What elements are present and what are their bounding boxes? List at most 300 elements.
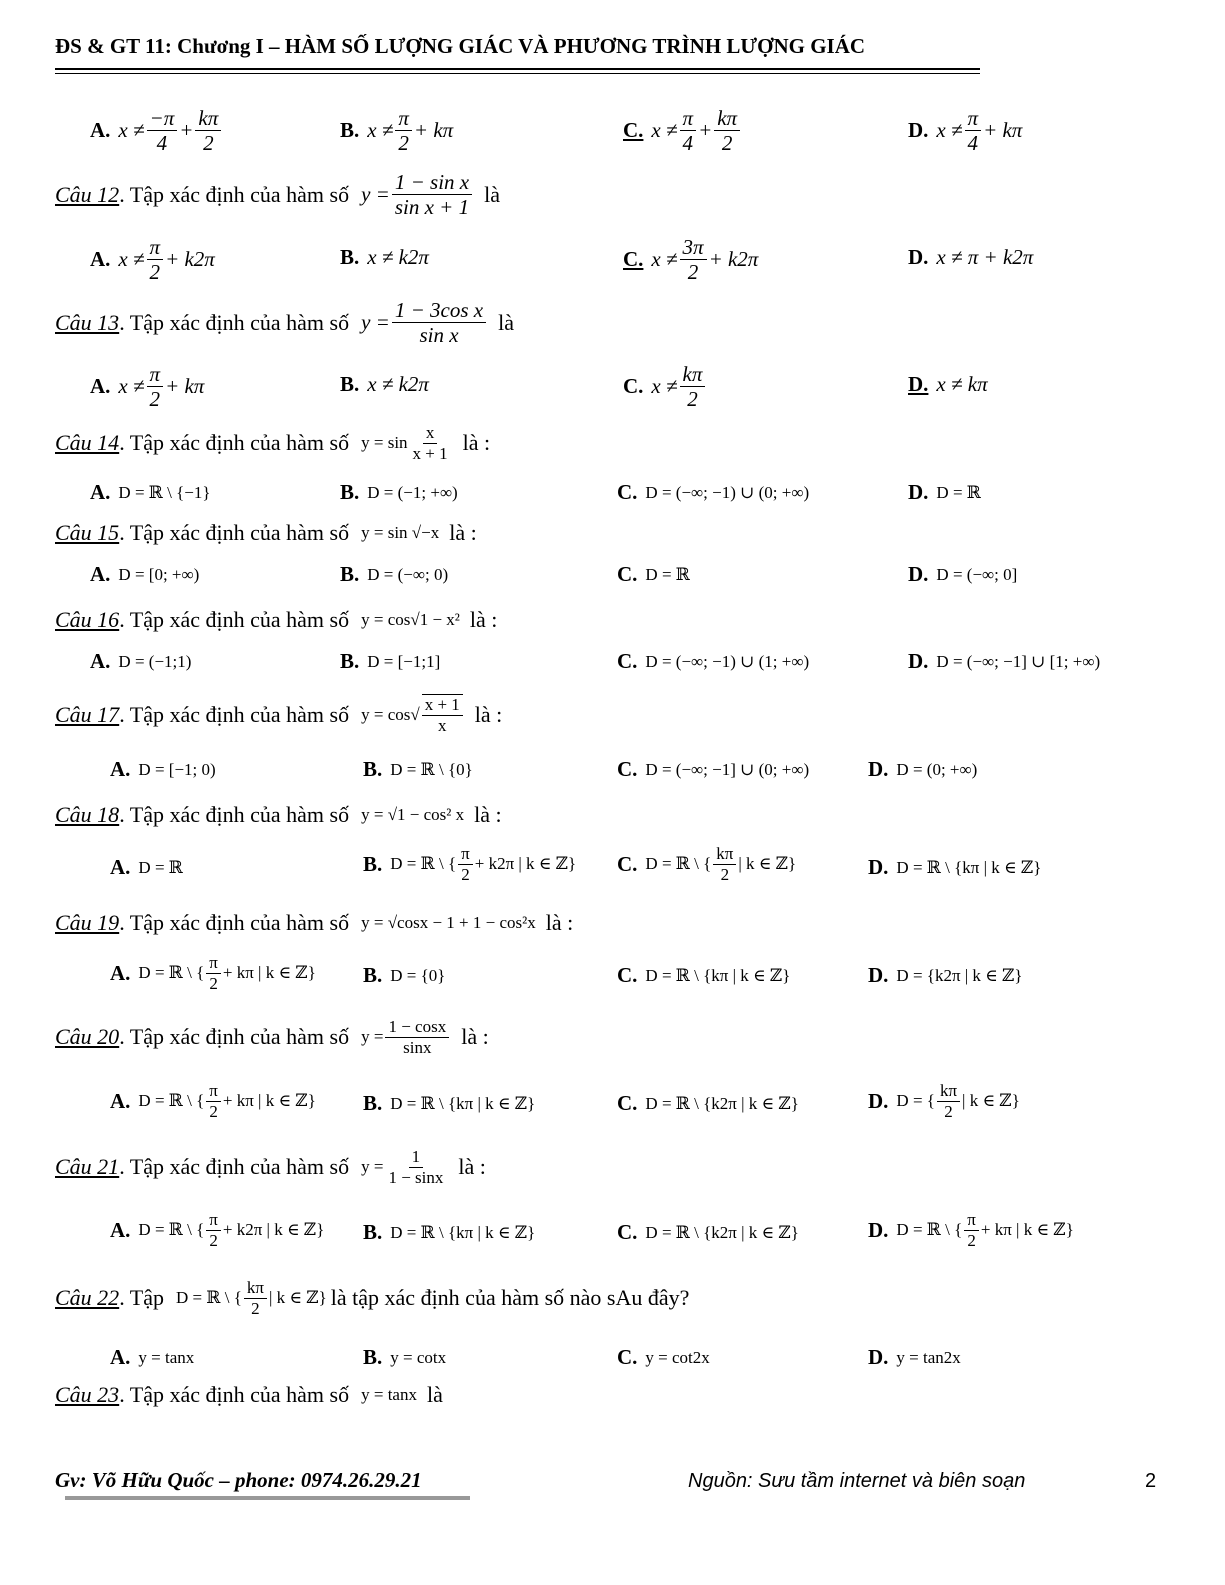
text-q16-c-label: C. xyxy=(617,649,638,673)
text-q11-a-lhs: x ≠ xyxy=(118,118,145,143)
text-q23-text: . Tập xác định của hàm số xyxy=(119,1382,350,1407)
text-q11-c-label: C. xyxy=(623,118,644,143)
page-header-title: ĐS & GT 11: Chương I – HÀM SỐ LƯỢNG GIÁC VÀ PHƯƠNG TRÌNH LƯỢNG GIÁC xyxy=(55,34,866,58)
text-q17-den: x xyxy=(438,715,447,735)
text-q11-c-d1: 4 xyxy=(682,131,694,156)
text-q15-label: Câu 15 xyxy=(55,520,120,545)
text-q11-d-lhs: x ≠ xyxy=(936,118,963,143)
text-q19-a-d1: 2 xyxy=(209,973,218,993)
text-q21-a-d1: 2 xyxy=(209,1230,218,1250)
text-q17-a-expr: D = [−1; 0) xyxy=(138,759,216,779)
text-q22-b-expr: y = cotx xyxy=(390,1347,447,1367)
text-q19-b-expr: D = {0} xyxy=(390,965,446,985)
math-part xyxy=(361,913,536,933)
q12-option-d[interactable] xyxy=(908,245,1033,270)
q19-option-c[interactable] xyxy=(617,963,790,988)
text-q17-label: Câu 17 xyxy=(55,701,120,727)
text-q23-label: Câu 23 xyxy=(55,1382,120,1407)
text-q12-c-d1: 2 xyxy=(687,260,699,285)
text-q11-a-d2: 2 xyxy=(203,131,214,156)
math-part xyxy=(965,106,982,155)
q11-option-a[interactable] xyxy=(90,106,223,155)
math-part xyxy=(392,298,486,347)
text-q13-a-lhs: x ≠ xyxy=(118,374,145,399)
text-q20-tail: là : xyxy=(461,1024,489,1050)
text-q14-c-label: C. xyxy=(617,480,638,504)
question-13 xyxy=(55,298,514,347)
text-q15-c-expr: D = ℝ xyxy=(645,564,690,584)
text-q22-tail: là tập xác định của hàm số nào sAu đây? xyxy=(330,1285,690,1311)
text-q13-a-n1: π xyxy=(147,362,164,387)
text-q22-text: . Tập xyxy=(119,1285,164,1311)
text-q20-text: . Tập xác định của hàm số xyxy=(119,1024,350,1050)
text-q15-text: . Tập xác định của hàm số xyxy=(119,520,350,545)
text-q12-c-label: C. xyxy=(623,247,644,272)
q11-option-c[interactable] xyxy=(623,106,742,155)
text-q14-b-label: B. xyxy=(340,480,360,504)
text-q11-c-d2: 2 xyxy=(721,131,733,156)
q16-option-d[interactable] xyxy=(908,649,1100,674)
q20-option-b[interactable] xyxy=(363,1091,535,1116)
text-q16-d-expr: D = (−∞; −1] ∪ [1; +∞) xyxy=(936,651,1101,671)
q18-option-b[interactable] xyxy=(363,844,576,884)
text-q20-a-pre: D = ℝ \ { xyxy=(138,1091,205,1111)
text-q15-a-expr: D = [0; +∞) xyxy=(118,564,200,584)
text-q14-a-label: A. xyxy=(90,480,111,504)
question-number: Câu 12 xyxy=(55,181,120,207)
text-q11-b-n1: π xyxy=(395,106,412,131)
text-q12-tail: là xyxy=(484,181,500,207)
text-q13-text: . Tập xác định của hàm số xyxy=(119,309,350,335)
text-q14-d-expr: D = ℝ xyxy=(936,482,981,502)
text-q13-c-lhs: x ≠ xyxy=(651,374,678,399)
q17-option-b[interactable] xyxy=(363,757,473,782)
text-q18-b-pre: D = ℝ \ { xyxy=(390,854,457,874)
text-q14-a-expr: D = ℝ \ {−1} xyxy=(118,482,211,502)
question-15 xyxy=(55,520,477,546)
text-q22-post: | k ∈ ℤ} xyxy=(268,1288,327,1308)
q15-option-c[interactable] xyxy=(617,562,690,587)
math-part xyxy=(361,1385,417,1405)
text-q15-tail: là : xyxy=(449,520,477,545)
text-q18-label: Câu 18 xyxy=(55,802,120,827)
text-q12-d-label: D. xyxy=(908,245,929,269)
text-q23-formula: y = tanx xyxy=(361,1385,417,1404)
text-q21-d-n1: π xyxy=(964,1210,979,1231)
text-q16-formula: y = cos√1 − x² xyxy=(361,610,460,629)
q14-option-d[interactable] xyxy=(908,480,981,505)
text-q13-label: Câu 13 xyxy=(55,309,120,335)
q20-option-a[interactable] xyxy=(110,1081,316,1121)
text-q14-d-label: D. xyxy=(908,480,929,504)
text-q12-a-rest: + k2π xyxy=(165,247,215,272)
q18-option-a[interactable] xyxy=(110,855,183,880)
text-q20-d-label: D. xyxy=(868,1088,889,1113)
text-q11-c-n1: π xyxy=(680,106,697,131)
text-q17-a-label: A. xyxy=(110,757,131,781)
question-14 xyxy=(55,423,490,463)
q19-option-d[interactable] xyxy=(868,963,1023,988)
text-q21-den: 1 − sinx xyxy=(388,1167,444,1187)
text-q11-d-n1: π xyxy=(965,106,982,131)
q13-option-b[interactable] xyxy=(340,372,429,397)
q11-option-d[interactable] xyxy=(908,106,1022,155)
text-q12-c-n1: 3π xyxy=(680,235,707,260)
text-q20-a-d1: 2 xyxy=(209,1101,218,1121)
text-q17-c-label: C. xyxy=(617,757,638,781)
text-q21-d-pre: D = ℝ \ { xyxy=(896,1220,963,1240)
q19-option-b[interactable] xyxy=(363,963,445,988)
text-q12-c-rest: + k2π xyxy=(708,247,759,272)
footer-source: Nguồn: Sưu tầm internet và biên soạn xyxy=(688,1470,1026,1492)
question-21 xyxy=(55,1147,486,1187)
text-q13-den: sin x xyxy=(419,323,459,348)
q16-option-c[interactable] xyxy=(617,649,809,674)
math-part xyxy=(713,844,736,884)
math-part xyxy=(361,1017,451,1057)
text-q20-lhs: y = xyxy=(361,1027,384,1047)
q21-option-d[interactable] xyxy=(868,1210,1074,1250)
question-18 xyxy=(55,802,502,828)
text-q19-a-label: A. xyxy=(110,960,131,985)
text-q19-label: Câu 19 xyxy=(55,910,120,935)
header-rule-thin xyxy=(55,73,980,74)
text-q14-c-expr: D = (−∞; −1) ∪ (0; +∞) xyxy=(645,482,810,502)
text-q18-c-label: C. xyxy=(617,851,638,876)
math-part xyxy=(244,1278,267,1318)
text-q21-a-label: A. xyxy=(110,1217,131,1242)
q15-option-a[interactable] xyxy=(90,562,199,587)
math-part xyxy=(176,1278,327,1318)
question-16 xyxy=(55,607,497,633)
question-17 xyxy=(55,694,502,735)
text-q13-c-label: C. xyxy=(623,374,644,399)
text-q16-text: . Tập xác định của hàm số xyxy=(119,607,350,632)
text-q21-b-expr: D = ℝ \ {kπ | k ∈ ℤ} xyxy=(390,1222,536,1242)
text-q13-tail: là xyxy=(498,309,514,335)
text-q19-text: . Tập xác định của hàm số xyxy=(119,910,350,935)
text-q21-num: 1 xyxy=(409,1147,424,1168)
text-q13-b-expr: x ≠ k2π xyxy=(367,372,429,396)
math-part xyxy=(361,610,460,630)
q22-option-d[interactable] xyxy=(868,1345,961,1370)
text-q17-d-expr: D = (0; +∞) xyxy=(896,759,978,779)
q17-option-c[interactable] xyxy=(617,757,809,782)
text-q19-c-label: C. xyxy=(617,963,638,987)
q22-option-c[interactable] xyxy=(617,1345,710,1370)
text-q18-d-expr: D = ℝ \ {kπ | k ∈ ℤ} xyxy=(896,857,1042,877)
text-q18-text: . Tập xác định của hàm số xyxy=(119,802,350,827)
text-q18-b-n1: π xyxy=(458,844,473,865)
text-q19-a-post: + kπ | k ∈ ℤ} xyxy=(222,963,316,983)
q18-option-c[interactable] xyxy=(617,844,796,884)
text-q18-a-label: A. xyxy=(110,855,131,879)
text-q21-a-n1: π xyxy=(206,1210,221,1231)
text-q20-b-expr: D = ℝ \ {kπ | k ∈ ℤ} xyxy=(390,1093,536,1113)
q17-option-a[interactable] xyxy=(110,757,216,782)
text-q11-d-d1: 4 xyxy=(967,131,979,156)
text-q20-d-pre: D = { xyxy=(896,1091,935,1111)
text-q19-a-pre: D = ℝ \ { xyxy=(138,963,205,983)
text-q18-c-post: | k ∈ ℤ} xyxy=(738,854,797,874)
text-q12-b-label: B. xyxy=(340,245,360,269)
q16-option-a[interactable] xyxy=(90,649,191,674)
math-part xyxy=(458,844,473,884)
text-q12-den: sin x + 1 xyxy=(394,195,470,220)
q15-option-d[interactable] xyxy=(908,562,1017,587)
text-q12-a-n1: π xyxy=(147,235,164,260)
q22-option-a[interactable] xyxy=(110,1345,194,1370)
q13-option-c[interactable] xyxy=(623,362,707,411)
math-part xyxy=(361,1147,448,1187)
text-q21-c-label: C. xyxy=(617,1220,638,1244)
text-q13-c-n1: kπ xyxy=(680,362,706,387)
question-23 xyxy=(55,1382,443,1408)
text-q17-b-expr: D = ℝ \ {0} xyxy=(390,759,473,779)
math-part xyxy=(206,953,221,993)
math-part xyxy=(147,362,164,411)
math-part xyxy=(147,106,178,155)
q12-option-c[interactable] xyxy=(623,235,758,284)
math-part xyxy=(206,1081,221,1121)
text-q21-d-label: D. xyxy=(868,1217,889,1242)
q12-option-b[interactable] xyxy=(340,245,429,270)
text-q22-pre: D = ℝ \ { xyxy=(176,1288,242,1308)
q12-option-a[interactable] xyxy=(90,235,215,284)
text-q11-b-rest: + kπ xyxy=(413,118,454,143)
text-q13-a-label: A. xyxy=(90,374,111,399)
math-part xyxy=(206,1210,221,1250)
q20-option-c[interactable] xyxy=(617,1091,799,1116)
text-q18-a-expr: D = ℝ xyxy=(138,857,183,877)
q21-option-c[interactable] xyxy=(617,1220,799,1245)
question-formula xyxy=(361,170,474,219)
text-q17-text: . Tập xác định của hàm số xyxy=(119,701,350,727)
q21-option-b[interactable] xyxy=(363,1220,535,1245)
math-part xyxy=(361,423,453,463)
text-q15-b-expr: D = (−∞; 0) xyxy=(367,564,449,584)
text-q22-b-label: B. xyxy=(363,1345,383,1369)
text-q20-d-d1: 2 xyxy=(944,1101,953,1121)
text-q14-b-expr: D = (−1; +∞) xyxy=(367,482,458,502)
text-q13-b-label: B. xyxy=(340,372,360,396)
text-q20-a-n1: π xyxy=(206,1081,221,1102)
math-part xyxy=(392,170,472,219)
text-q11-c-op: + xyxy=(698,118,713,143)
q21-option-a[interactable] xyxy=(110,1210,324,1250)
text-q21-a-pre: D = ℝ \ { xyxy=(138,1220,205,1240)
text-q18-c-n1: kπ xyxy=(713,844,736,865)
text-q20-label: Câu 20 xyxy=(55,1024,120,1050)
text-q17-lhs: y = cos√ xyxy=(361,704,420,724)
text-q16-b-label: B. xyxy=(340,649,360,673)
text-q19-tail: là : xyxy=(545,910,574,935)
text-q18-c-d1: 2 xyxy=(720,864,730,884)
text-q22-d-label: D. xyxy=(868,1345,889,1369)
text-q15-b-label: B. xyxy=(340,562,360,586)
text-q20-a-post: + kπ | k ∈ ℤ} xyxy=(222,1091,316,1111)
math-part xyxy=(680,362,706,411)
math-part xyxy=(937,1081,960,1121)
text-q14-den: x + 1 xyxy=(412,443,448,463)
text-q21-text: . Tập xác định của hàm số xyxy=(119,1154,350,1180)
math-part xyxy=(410,423,451,463)
text-q11-a-d1: 4 xyxy=(156,131,168,156)
math-part xyxy=(195,106,221,155)
q17-option-d[interactable] xyxy=(868,757,977,782)
text-q20-c-label: C. xyxy=(617,1091,638,1115)
text-q21-label: Câu 21 xyxy=(55,1154,120,1180)
text-q12-lhs: y = xyxy=(361,182,390,207)
q18-option-d[interactable] xyxy=(868,855,1041,880)
text-q11-d-rest: + kπ xyxy=(983,118,1023,143)
text-q11-c-n2: kπ xyxy=(714,106,740,131)
q16-option-b[interactable] xyxy=(340,649,440,674)
math-part xyxy=(714,106,740,155)
math-part xyxy=(680,235,707,284)
text-q18-b-post: + k2π | k ∈ ℤ} xyxy=(474,854,577,874)
text-q14-text: . Tập xác định của hàm số xyxy=(119,430,350,456)
text-q22-label: Câu 22 xyxy=(55,1285,120,1311)
q13-option-a[interactable] xyxy=(90,362,204,411)
text-q20-d-n1: kπ xyxy=(937,1081,960,1102)
text-q14-label: Câu 14 xyxy=(55,430,120,456)
text-q18-b-label: B. xyxy=(363,851,383,876)
text-q12-num: 1 − sin x xyxy=(392,170,472,195)
q11-option-b[interactable] xyxy=(340,106,453,155)
text-q16-b-expr: D = [−1;1] xyxy=(367,651,441,671)
text-q17-num: x + 1 xyxy=(422,695,463,716)
text-q22-num: kπ xyxy=(244,1278,267,1299)
text-q12-a-label: A. xyxy=(90,247,111,272)
question-20 xyxy=(55,1017,489,1057)
q14-option-a[interactable] xyxy=(90,480,211,505)
text-q15-a-label: A. xyxy=(90,562,111,586)
text-q21-lhs: y = xyxy=(361,1157,384,1177)
q14-option-c[interactable] xyxy=(617,480,809,505)
math-part xyxy=(680,106,697,155)
text-q21-a-post: + k2π | k ∈ ℤ} xyxy=(222,1220,325,1240)
text-q20-d-post: | k ∈ ℤ} xyxy=(962,1091,1020,1111)
text-q22-d-expr: y = tan2x xyxy=(896,1347,961,1367)
math-part xyxy=(385,1017,449,1057)
text-q21-d-post: + kπ | k ∈ ℤ} xyxy=(980,1220,1074,1240)
text-q17-b-label: B. xyxy=(363,757,383,781)
text-q16-d-label: D. xyxy=(908,649,929,673)
header-rule xyxy=(55,68,980,70)
text-q13-d-label: D. xyxy=(908,372,929,396)
text-q11-c-lhs: x ≠ xyxy=(651,118,678,143)
q14-option-b[interactable] xyxy=(340,480,458,505)
text-q18-b-d1: 2 xyxy=(461,864,470,884)
text-q11-a-n2: kπ xyxy=(195,106,221,131)
text-q18-d-label: D. xyxy=(868,855,889,879)
text-q22-a-expr: y = tanx xyxy=(138,1347,195,1367)
q19-option-a[interactable] xyxy=(110,953,316,993)
text-q13-d-expr: x ≠ kπ xyxy=(936,372,988,396)
q15-option-b[interactable] xyxy=(340,562,448,587)
page-number: 2 xyxy=(1145,1470,1157,1492)
q13-option-d[interactable] xyxy=(908,372,988,397)
text-q13-num: 1 − 3cos x xyxy=(392,298,486,323)
text-q13-c-d1: 2 xyxy=(687,387,698,412)
text-q20-c-expr: D = ℝ \ {k2π | k ∈ ℤ} xyxy=(645,1093,799,1113)
math-part xyxy=(385,1147,446,1187)
text-q13-a-rest: + kπ xyxy=(165,374,205,399)
text-q16-a-label: A. xyxy=(90,649,111,673)
math-part xyxy=(395,106,412,155)
text-q19-c-expr: D = ℝ \ {kπ | k ∈ ℤ} xyxy=(645,965,791,985)
text-q12-d-expr: x ≠ π + k2π xyxy=(936,245,1034,269)
text-q20-den: sinx xyxy=(403,1037,432,1057)
footer-rule xyxy=(65,1496,470,1500)
text-q15-d-expr: D = (−∞; 0] xyxy=(936,564,1018,584)
text-q12-c-lhs: x ≠ xyxy=(651,247,678,272)
text-q11-d-label: D. xyxy=(908,118,929,143)
text-q20-b-label: B. xyxy=(363,1091,383,1115)
text-q15-d-label: D. xyxy=(908,562,929,586)
math-part xyxy=(422,694,463,735)
text-q17-tail: là : xyxy=(474,701,503,727)
text-q18-c-pre: D = ℝ \ { xyxy=(645,854,712,874)
question-22 xyxy=(55,1278,689,1318)
text-q11-a-n1: −π xyxy=(147,106,178,131)
text-q21-c-expr: D = ℝ \ {k2π | k ∈ ℤ} xyxy=(645,1222,799,1242)
text-q14-tail: là : xyxy=(462,430,491,456)
text-q21-tail: là : xyxy=(458,1154,486,1180)
text-q19-formula: y = √cosx − 1 + 1 − cos²x xyxy=(361,913,536,932)
math-part xyxy=(361,694,465,735)
text-q21-b-label: B. xyxy=(363,1220,383,1244)
text-q20-a-label: A. xyxy=(110,1088,131,1113)
text-q22-c-expr: y = cot2x xyxy=(645,1347,710,1367)
text-q20-num: 1 − cosx xyxy=(385,1017,449,1038)
math-part xyxy=(147,235,164,284)
text-q12-text: . Tập xác định của hàm số xyxy=(119,181,350,207)
text-q23-tail: là xyxy=(426,1382,443,1407)
text-q11-b-lhs: x ≠ xyxy=(367,118,394,143)
text-q11-b-label: B. xyxy=(340,118,360,143)
text-q17-c-expr: D = (−∞; −1] ∪ (0; +∞) xyxy=(645,759,810,779)
text-q17-d-label: D. xyxy=(868,757,889,781)
text-q19-b-label: B. xyxy=(363,963,383,987)
math-part xyxy=(964,1210,979,1250)
q20-option-d[interactable] xyxy=(868,1081,1020,1121)
text-q11-a-op: + xyxy=(179,118,194,143)
text-q14-num: x xyxy=(423,423,438,444)
math-part xyxy=(361,298,488,347)
text-q22-c-label: C. xyxy=(617,1345,638,1369)
text-q22-den: 2 xyxy=(251,1298,260,1318)
text-q11-b-d1: 2 xyxy=(398,131,409,156)
math-part xyxy=(361,805,464,825)
text-q22-a-label: A. xyxy=(110,1345,131,1369)
text-q16-label: Câu 16 xyxy=(55,607,120,632)
text-q18-formula: y = √1 − cos² x xyxy=(361,805,465,824)
text-q21-d-d1: 2 xyxy=(967,1230,976,1250)
text-q13-a-d1: 2 xyxy=(149,387,161,412)
text-q19-a-n1: π xyxy=(206,953,221,974)
footer-author: Gv: Võ Hữu Quốc – phone: 0974.26.29.21 xyxy=(55,1468,422,1492)
text-q12-b-expr: x ≠ k2π xyxy=(367,245,429,269)
text-q19-d-expr: D = {k2π | k ∈ ℤ} xyxy=(896,965,1023,985)
text-q16-a-expr: D = (−1;1) xyxy=(118,651,192,671)
text-q12-a-lhs: x ≠ xyxy=(118,247,145,272)
question-12 xyxy=(55,170,500,219)
text-q12-a-d1: 2 xyxy=(149,260,161,285)
q22-option-b[interactable] xyxy=(363,1345,446,1370)
text-q15-c-label: C. xyxy=(617,562,638,586)
